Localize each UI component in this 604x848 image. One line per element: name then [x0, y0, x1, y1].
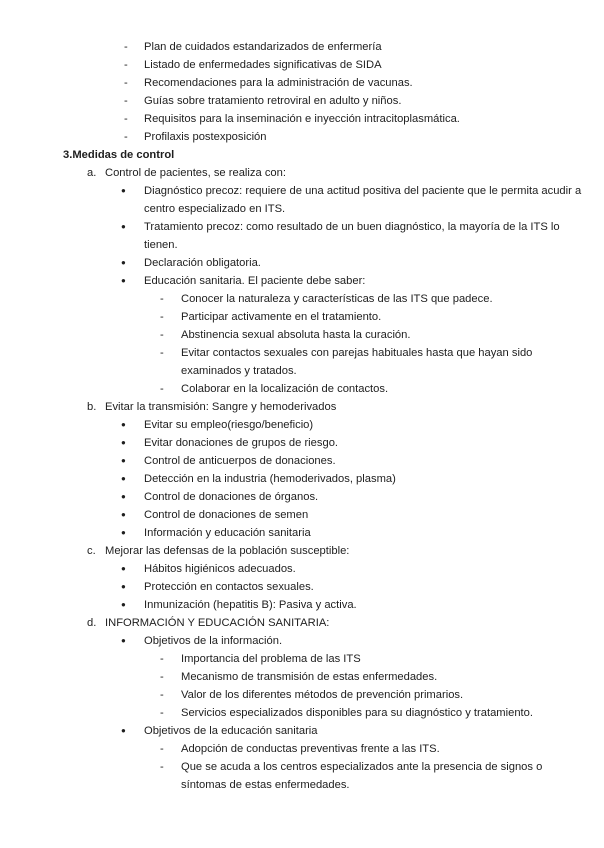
bullet-text: ● Declaración obligatoria.	[144, 254, 604, 272]
list-item: - Requisitos para la inseminación e inyección intracitoplasmática.	[144, 110, 604, 128]
bullet-text: ● Tratamiento precoz: como resultado de un buen diagnóstico, la mayoría de la ITS lo tienen.	[144, 218, 584, 254]
measure-c-bullets	[144, 560, 604, 614]
measure-c	[105, 542, 604, 614]
list-item: - Mecanismo de transmisión de estas enfermedades.	[181, 668, 604, 686]
list-item: - Abstinencia sexual absoluta hasta la curación.	[181, 326, 604, 344]
education-list	[181, 290, 604, 398]
list-item: - Profilaxis postexposición	[144, 128, 604, 146]
measure-a-bullets	[144, 182, 604, 398]
list-item: - Participar activamente en el tratamiento.	[181, 308, 604, 326]
list-item	[144, 524, 604, 542]
bullet-text: ● Inmunización (hepatitis B): Pasiva y activa.	[144, 596, 604, 614]
list-item: - Evitar contactos sexuales con parejas habituales hasta que hayan sido examinados y tratados.	[181, 344, 566, 380]
bullet-text: ● Evitar su empleo(riesgo/beneficio)	[144, 416, 604, 434]
list-item: - Que se acuda a los centros especializados ante la presencia de signos o síntomas de estas enfermedades.	[181, 758, 561, 794]
bullet-text: ● Información y educación sanitaria	[144, 524, 604, 542]
bullet-text: ● Evitar donaciones de grupos de riesgo.	[144, 434, 604, 452]
measure-b	[105, 398, 604, 542]
bullet-text: ● Control de donaciones de órganos.	[144, 488, 604, 506]
bullet-text: ● Protección en contactos sexuales.	[144, 578, 604, 596]
info-objectives-list	[181, 650, 604, 722]
list-item: - Conocer la naturaleza y características de las ITS que padece.	[181, 290, 604, 308]
list-item	[144, 578, 604, 596]
list-item: - Colaborar en la localización de contactos.	[181, 380, 604, 398]
measure-d-bullets	[144, 632, 604, 794]
bullet-text: ● Objetivos de la educación sanitaria	[144, 722, 604, 740]
bullet-text: ● Diagnóstico precoz: requiere de una actitud positiva del paciente que le permita acudir a centro especializado en ITS.	[144, 182, 584, 218]
list-item: - Valor de los diferentes métodos de prevención primarios.	[181, 686, 604, 704]
list-item	[144, 596, 604, 614]
measure-a	[105, 164, 604, 398]
measures-list	[105, 164, 604, 794]
list-item: - Listado de enfermedades significativas de SIDA	[144, 56, 604, 74]
list-item	[144, 272, 604, 398]
section-heading: 3.Medidas de control	[63, 149, 175, 161]
measure-a-label: a. Control de pacientes, se realiza con:	[105, 164, 604, 182]
list-item	[144, 434, 604, 452]
list-item	[144, 722, 604, 794]
list-item	[144, 452, 604, 470]
measure-c-label: c. Mejorar las defensas de la población susceptible:	[105, 542, 604, 560]
list-item: - Guías sobre tratamiento retroviral en adulto y niños.	[144, 92, 604, 110]
list-item	[144, 182, 604, 218]
list-item: - Recomendaciones para la administración de vacunas.	[144, 74, 604, 92]
list-item: - Servicios especializados disponibles para su diagnóstico y tratamiento.	[181, 704, 604, 722]
list-item	[144, 632, 604, 722]
bullet-text: ● Detección en la industria (hemoderivados, plasma)	[144, 470, 604, 488]
bullet-text: ● Objetivos de la información.	[144, 632, 604, 650]
list-item	[144, 488, 604, 506]
list-item	[144, 218, 604, 254]
edu-objectives-list	[181, 740, 604, 794]
list-item: - Importancia del problema de las ITS	[181, 650, 604, 668]
intro-list	[144, 38, 604, 146]
list-item	[144, 416, 604, 434]
list-item	[144, 560, 604, 578]
measure-d	[105, 614, 604, 794]
list-item	[144, 254, 604, 272]
bullet-text: ● Educación sanitaria. El paciente debe saber:	[144, 272, 604, 290]
list-item	[144, 506, 604, 524]
bullet-text: ● Hábitos higiénicos adecuados.	[144, 560, 604, 578]
bullet-text: ● Control de donaciones de semen	[144, 506, 604, 524]
list-item	[144, 470, 604, 488]
bullet-text: ● Control de anticuerpos de donaciones.	[144, 452, 604, 470]
measure-b-label: b. Evitar la transmisión: Sangre y hemoderivados	[105, 398, 604, 416]
list-item: - Plan de cuidados estandarizados de enfermería	[144, 38, 604, 56]
list-item: - Adopción de conductas preventivas frente a las ITS.	[181, 740, 604, 758]
measure-b-bullets	[144, 416, 604, 542]
measure-d-label: d. INFORMACIÓN Y EDUCACIÓN SANITARIA:	[105, 614, 604, 632]
